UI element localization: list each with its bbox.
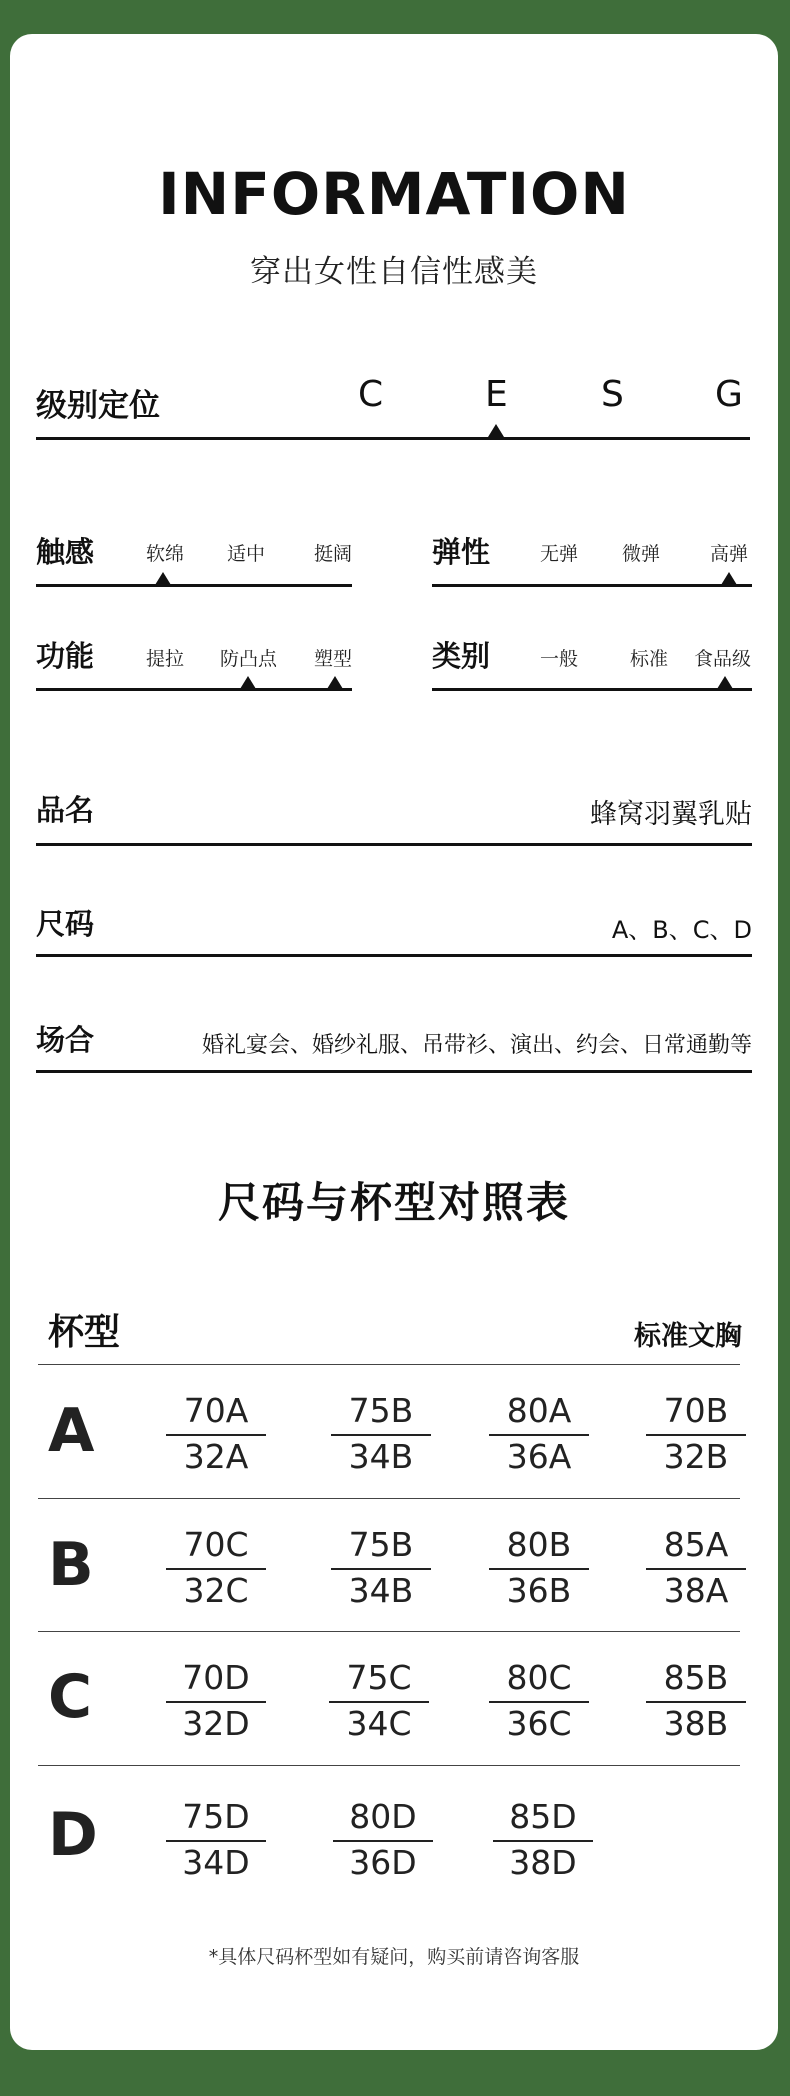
row-divider: [38, 1631, 740, 1632]
elasticity-option-none: 无弹: [540, 543, 579, 565]
size-cell: $\frac{70D}{32D}$: [166, 1659, 266, 1745]
footer-note: *具体尺码杯型如有疑问，购买前请咨询客服: [208, 1946, 580, 1968]
size-cell: $\frac{80C}{36C}$: [489, 1659, 589, 1745]
size-cell: $\frac{75B}{34B}$: [331, 1392, 431, 1478]
size-cell: $\frac{75B}{34B}$: [331, 1526, 431, 1612]
page-title: INFORMATION: [158, 160, 630, 228]
elasticity-underline: [432, 584, 752, 587]
size-cell: $\frac{80A}{36A}$: [489, 1392, 589, 1478]
touch-label: 触感: [36, 535, 95, 569]
cup-label-a: A: [48, 1396, 95, 1466]
elasticity-option-slight: 微弹: [622, 543, 661, 565]
size-cell: $\frac{85D}{38D}$: [493, 1798, 593, 1884]
size-cell: $\frac{85B}{38B}$: [646, 1659, 746, 1745]
page-subtitle: 穿出女性自信性感美: [250, 254, 538, 290]
row-divider: [38, 1765, 740, 1766]
size-label: 尺码: [36, 907, 95, 941]
occasion-underline: [36, 1070, 752, 1073]
size-cell: $\frac{75C}{34C}$: [329, 1659, 429, 1745]
category-option-standard: 标准: [630, 648, 669, 670]
grade-marker-icon: [488, 424, 504, 437]
touch-underline: [36, 584, 352, 587]
size-value: A、B、C、D: [611, 916, 752, 944]
size-cell: $\frac{70C}{32C}$: [166, 1526, 266, 1612]
product-name-value: 蜂窝羽翼乳贴: [590, 799, 752, 830]
occasion-value: 婚礼宴会、婚纱礼服、吊带衫、演出、约会、日常通勤等: [201, 1033, 752, 1058]
cup-label-d: D: [48, 1800, 98, 1870]
function-label: 功能: [36, 639, 95, 673]
function-option-anti-bump: 防凸点: [220, 648, 278, 670]
size-chart-divider: [38, 1364, 740, 1365]
size-cell: $\frac{70B}{32B}$: [646, 1392, 746, 1478]
size-cell: $\frac{75D}{34D}$: [166, 1798, 266, 1884]
size-cell: $\frac{80B}{36B}$: [489, 1526, 589, 1612]
size-cell: $\frac{85A}{38A}$: [646, 1526, 746, 1612]
size-chart-header-right: 标准文胸: [634, 1321, 742, 1352]
touch-option-medium: 适中: [227, 543, 266, 565]
size-cell: $\frac{70A}{32A}$: [166, 1392, 266, 1478]
category-option-food-grade: 食品级: [694, 648, 752, 670]
function-underline: [36, 688, 352, 691]
size-underline: [36, 954, 752, 957]
touch-option-firm: 挺阔: [314, 543, 353, 565]
product-name-underline: [36, 843, 752, 846]
size-chart-header-left: 杯型: [48, 1312, 121, 1353]
function-option-shaping: 塑型: [314, 648, 353, 670]
cup-label-c: C: [48, 1662, 93, 1732]
row-divider: [38, 1498, 740, 1499]
size-cell: $\frac{80D}{36D}$: [333, 1798, 433, 1884]
cup-label-b: B: [48, 1530, 94, 1600]
occasion-label: 场合: [36, 1023, 95, 1057]
elasticity-option-high: 高弹: [710, 543, 749, 565]
grade-underline: [36, 437, 750, 440]
grade-label: 级别定位: [36, 388, 160, 424]
category-underline: [432, 688, 752, 691]
touch-option-soft: 软绵: [146, 543, 185, 565]
product-name-label: 品名: [36, 793, 95, 827]
grade-g: G: [715, 374, 743, 415]
grade-e: E: [485, 374, 508, 415]
elasticity-label: 弹性: [432, 535, 491, 569]
category-option-general: 一般: [540, 648, 579, 670]
grade-s: S: [601, 374, 624, 415]
size-chart-title: 尺码与杯型对照表: [217, 1178, 570, 1227]
category-label: 类别: [432, 639, 491, 673]
function-option-lift: 提拉: [146, 648, 185, 670]
grade-c: C: [358, 374, 384, 415]
